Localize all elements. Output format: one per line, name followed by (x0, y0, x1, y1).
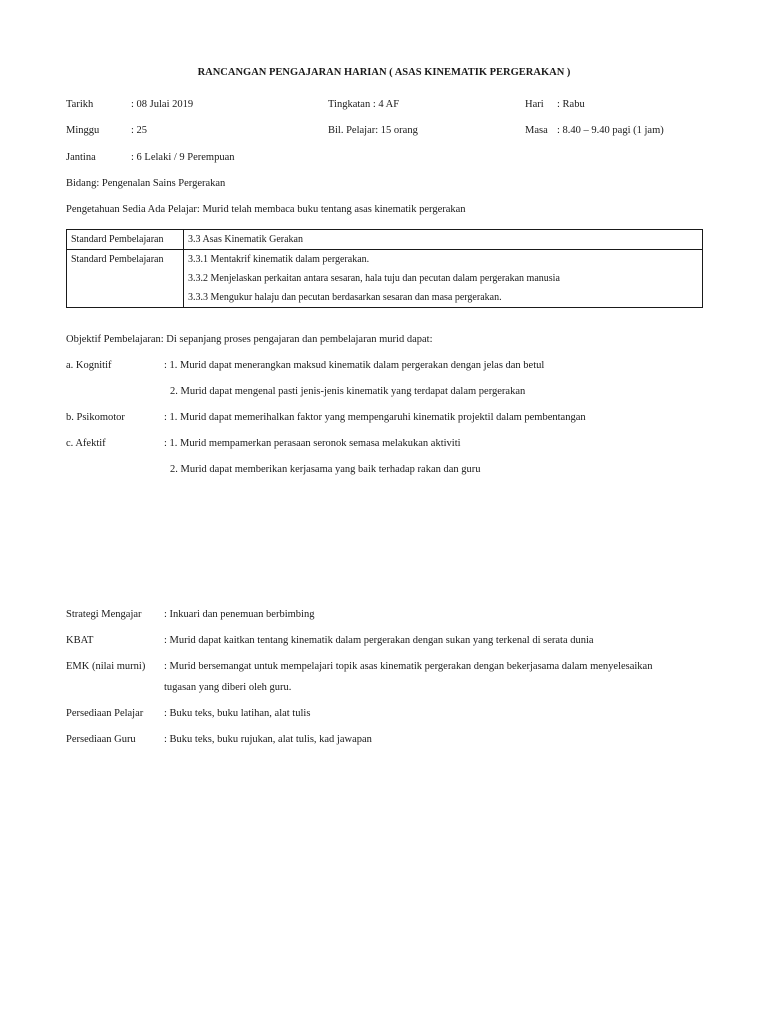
strategi-label: Strategi Mengajar (66, 609, 142, 620)
standard-item: 3.3.1 Mentakrif kinematik dalam pergerakan. (188, 254, 370, 265)
kbat-label: KBAT (66, 635, 94, 646)
psikomotor-objective-1: : 1. Murid dapat memerihalkan faktor yang mempengaruhi kinematik projektil dalam pembentangan (164, 412, 586, 423)
standard-item: 3.3.2 Menjelaskan perkaitan antara sesaran, hala tuju dan pecutan dalam pergerakan manusia (188, 273, 560, 284)
jantina-value: : 6 Lelaki / 9 Perempuan (131, 152, 235, 163)
persediaan-pelajar-value: : Buku teks, buku latihan, alat tulis (164, 708, 311, 719)
standard-item: 3.3.3 Mengukur halaju dan pecutan berdasarkan sesaran dan masa pergerakan. (188, 292, 502, 303)
hari-value: : Rabu (557, 99, 585, 110)
table-row (67, 250, 703, 308)
table-cell-label: Standard Pembelajaran (67, 230, 184, 250)
afektif-label: c. Afektif (66, 438, 106, 449)
kbat-value: : Murid dapat kaitkan tentang kinematik dalam pergerakan dengan sukan yang terkenal di serata dunia (164, 635, 594, 646)
standards-table (66, 229, 703, 308)
document-title: RANCANGAN PENGAJARAN HARIAN ( ASAS KINEMATIK PERGERAKAN ) (197, 67, 571, 78)
minggu-label: Minggu (66, 125, 100, 136)
table-cell-label: Standard Pembelajaran (67, 250, 184, 308)
table-row (67, 230, 703, 250)
tingkatan: Tingkatan : 4 AF (328, 99, 400, 110)
emk-value-line-1: : Murid bersemangat untuk mempelajari topik asas kinematik pergerakan dengan bekerjasama dalam menyelesaikan (164, 661, 653, 672)
objektif-intro: Objektif Pembelajaran: Di sepanjang proses pengajaran dan pembelajaran murid dapat: (66, 334, 433, 345)
emk-value-line-2: tugasan yang diberi oleh guru. (164, 682, 292, 693)
bidang: Bidang: Pengenalan Sains Pergerakan (66, 178, 226, 189)
afektif-objective-2: 2. Murid dapat memberikan kerjasama yang baik terhadap rakan dan guru (170, 464, 481, 475)
masa-value: : 8.40 – 9.40 pagi (1 jam) (557, 125, 664, 136)
jantina-label: Jantina (66, 152, 96, 163)
minggu-value: : 25 (131, 125, 148, 136)
pengetahuan-sedia-ada: Pengetahuan Sedia Ada Pelajar: Murid telah membaca buku tentang asas kinematik pergerakan (66, 204, 466, 215)
emk-label: EMK (nilai murni) (66, 661, 146, 672)
kognitif-label: a. Kognitif (66, 360, 112, 371)
persediaan-pelajar-label: Persediaan Pelajar (66, 708, 144, 719)
masa-label: Masa (525, 125, 548, 136)
strategi-value: : Inkuari dan penemuan berbimbing (164, 609, 315, 620)
persediaan-guru-value: : Buku teks, buku rujukan, alat tulis, kad jawapan (164, 734, 372, 745)
tarikh-label: Tarikh (66, 99, 94, 110)
afektif-objective-1: : 1. Murid mempamerkan perasaan seronok semasa melakukan aktiviti (164, 438, 461, 449)
kognitif-objective-2: 2. Murid dapat mengenal pasti jenis-jenis kinematik yang terdapat dalam pergerakan (170, 386, 526, 397)
table-cell-value (184, 250, 703, 308)
tarikh-value: : 08 Julai 2019 (131, 99, 194, 110)
table-cell-value: 3.3 Asas Kinematik Gerakan (184, 230, 703, 250)
bil-pelajar: Bil. Pelajar: 15 orang (328, 125, 418, 136)
kognitif-objective-1: : 1. Murid dapat menerangkan maksud kinematik dalam pergerakan dengan jelas dan betul (164, 360, 545, 371)
persediaan-guru-label: Persediaan Guru (66, 734, 136, 745)
hari-label: Hari (525, 99, 544, 110)
psikomotor-label: b. Psikomotor (66, 412, 125, 423)
